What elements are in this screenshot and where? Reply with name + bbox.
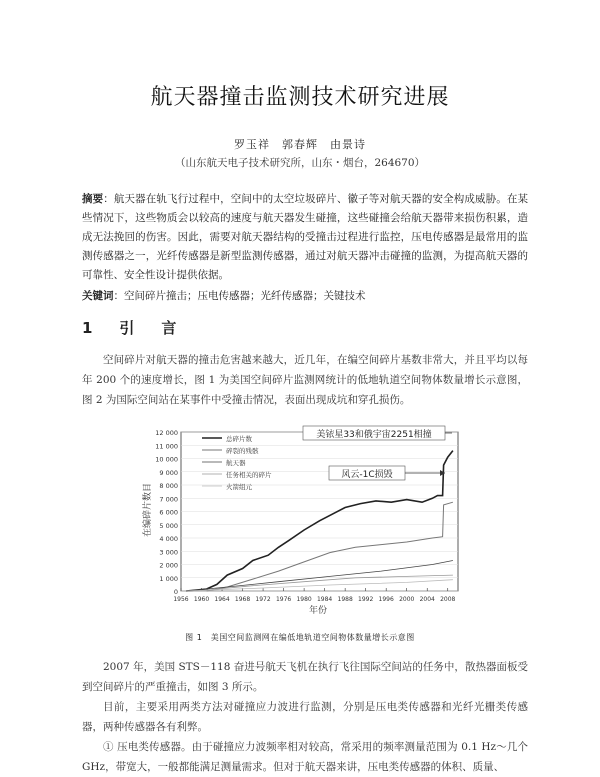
- y-tick-label: 2 000: [159, 561, 178, 570]
- legend-label: 航天器: [226, 459, 246, 467]
- x-tick-label: 2004: [419, 596, 435, 603]
- x-tick-label: 1992: [358, 596, 374, 603]
- legend-label: 总碎片数: [226, 435, 252, 443]
- keywords-label: 关键词: [82, 290, 114, 302]
- paragraph-3: 目前，主要采用两类方法对碰撞应力波进行监测，分别是压电类传感器和光纤光栅类传感器，两种传感器各有利弊。: [82, 701, 528, 733]
- y-tick-label: 0: [173, 588, 178, 596]
- x-tick-label: 1972: [255, 596, 271, 603]
- x-tick-label: 1996: [378, 596, 394, 603]
- y-tick-label: 8 000: [159, 482, 178, 490]
- paragraph-4: ① 压电类传感器。由于碰撞应力波频率相对较高，常采用的频率测量范围为 0.1 Hz～几个 GHz，带宽大，一般都能满足测量需求。但对于航天器来讲，压电类传感器的体积、质量、: [82, 741, 528, 773]
- x-tick-label: 1960: [193, 596, 210, 603]
- x-tick-label: 1956: [173, 596, 189, 603]
- y-tick-label: 11 000: [155, 442, 178, 451]
- x-tick-label: 1988: [337, 596, 353, 603]
- y-tick-label: 5 000: [159, 521, 178, 530]
- affiliation: （山东航天电子技术研究所，山东・烟台，264670）: [174, 157, 426, 169]
- abstract-text: ：航天器在轨飞行过程中，空间中的太空垃圾碎片、徽子等对航天器的安全构成威胁。在某些情况下，这些物质会以较高的速度与航天器发生碰撞，这些碰撞会给航天器带来损伤积累，造成无法挽回的伤害。因此，需要对航天器结构的受撞击过程进行监控，压电传感器是最常用的监测传感器之一，光纤传感器是新型监测传感器，通过对航天器冲击碰撞的监测，为提高航天器的可靠性、安全性设计提供依据。: [82, 193, 529, 281]
- x-tick-label: 2008: [440, 596, 456, 603]
- y-tick-label: 6 000: [159, 508, 178, 517]
- legend-label: 任务相关的碎片: [226, 471, 272, 479]
- annotation-label: 风云-1C损毁: [341, 470, 393, 480]
- keywords-text: ：空间碎片撞击；压电传感器；光纤传感器；关键技术: [113, 290, 366, 302]
- y-tick-label: 10 000: [155, 455, 178, 464]
- legend-label: 火箭组元: [226, 483, 252, 491]
- y-tick-label: 1 000: [159, 574, 178, 583]
- x-tick-label: 1964: [214, 596, 230, 603]
- abstract-label: 摘要: [82, 193, 104, 205]
- chart-ylabel: 在编碎片数目: [143, 482, 153, 538]
- y-tick-label: 4 000: [159, 535, 178, 543]
- page-title: 航天器撞击监测技术研究进展: [150, 85, 450, 110]
- paragraph-2: 2007 年，美国 STS－118 奋进号航天飞机在执行飞往国际空间站的任务中，散热器面板受到空间碎片的严重撞击，如图 3 所示。: [82, 661, 528, 693]
- x-tick-label: 1968: [234, 596, 251, 603]
- chart-xlabel: 年份: [308, 606, 328, 616]
- x-tick-label: 2000: [399, 596, 415, 603]
- y-tick-label: 12 000: [155, 429, 178, 437]
- x-tick-label: 1976: [275, 596, 292, 603]
- legend-label: 碎裂的残骸: [226, 447, 259, 455]
- x-tick-label: 1984: [316, 596, 333, 603]
- authors: 罗玉祥 郭春辉 由景诗: [234, 138, 366, 151]
- section-heading: 1 引 言: [82, 319, 183, 337]
- y-tick-label: 7 000: [159, 495, 178, 504]
- x-tick-label: 1980: [296, 596, 312, 603]
- figure-caption: 图 1 美国空间监测网在编低地轨道空间物体数量增长示意图: [185, 633, 415, 642]
- y-tick-label: 9 000: [159, 468, 178, 477]
- y-tick-label: 3 000: [159, 548, 178, 557]
- series-line: [186, 580, 453, 591]
- paragraph-1: 空间碎片对航天器的撞击危害越来越大，近几年，在编空间碎片基数非常大，并且平均以每年 200 个的速度增长，图 1 为美国空间碎片监测网统计的低地轨道空间物体数量增长示意图，图 2 为国际空间站在某事件中受撞击情况，表面出现成坑和穿孔损伤。: [82, 354, 528, 406]
- annotation-label: 美铱星33和俄宇宙2251相撞: [316, 430, 432, 440]
